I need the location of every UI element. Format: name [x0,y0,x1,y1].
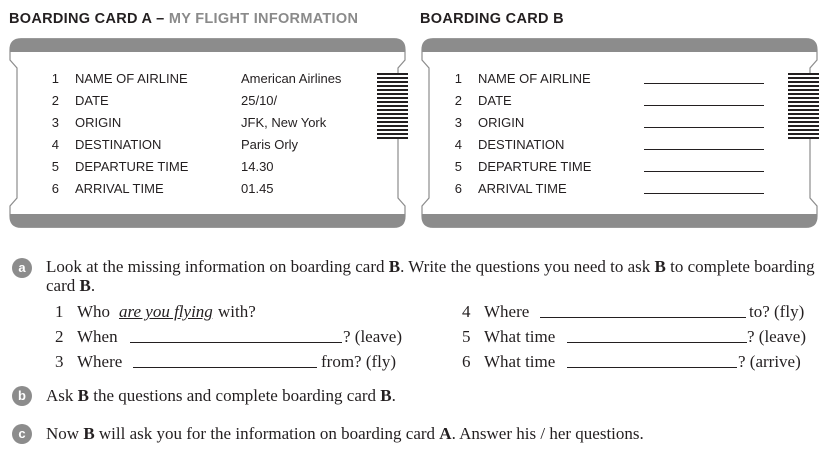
instruction-bold: B [83,424,95,443]
card-a-row [9,71,369,87]
answer-blank[interactable] [567,367,737,368]
row-value: Paris Orly [241,137,299,152]
card-b-blank[interactable] [644,149,764,150]
row-value: 25/10/ [241,93,278,108]
row-value: 14.30 [241,159,274,174]
row-value: JFK, New York [241,115,327,130]
row-label: NAME OF AIRLINE [75,71,188,86]
card-b-blank[interactable] [644,127,764,128]
question-suffix: ? (leave) [343,327,402,346]
card-b-blank[interactable] [644,193,764,194]
instruction-text: Now [46,424,84,443]
row-number: 4 [51,137,59,152]
question-prefix: What time [484,352,556,371]
row-number: 2 [51,93,59,108]
question-1 [55,302,415,322]
question-3 [55,352,415,372]
question-number: 6 [462,352,471,371]
card-b-blank[interactable] [644,171,764,172]
row-number: 2 [454,93,462,108]
instruction-text: the questions and complete boarding card [89,386,381,405]
question-prefix: When [77,327,118,346]
instruction-text: . Answer his / her questions. [451,424,644,443]
instruction-bold: B [654,257,666,276]
card-a-title-sub: MY FLIGHT INFORMATION [168,11,359,27]
row-label: ARRIVAL TIME [478,181,567,196]
instruction-text: . [90,276,96,295]
instruction-bold: B [77,386,89,405]
exercise-a-instruction [46,257,816,295]
row-number: 6 [454,181,462,196]
question-suffix: with? [218,302,256,321]
instruction-bold: B [380,386,392,405]
answer-blank[interactable] [540,317,746,318]
question-2 [55,327,415,347]
question-number: 3 [55,352,64,371]
card-a-row [9,115,369,131]
card-b-blank[interactable] [644,105,764,106]
question-prefix: Who [77,302,111,321]
question-suffix: from? (fly) [321,352,397,371]
instruction-bold: A [439,424,452,443]
exercise-c-badge: c [12,424,32,444]
row-number: 3 [51,115,59,130]
row-number: 5 [454,159,462,174]
card-b-row [421,181,781,197]
row-number: 6 [51,181,59,196]
row-number: 3 [454,115,462,130]
instruction-text: will ask you for the information on boarding card [94,424,440,443]
question-suffix: to? (fly) [749,302,805,321]
question-4 [462,302,822,322]
card-b-outline [421,38,818,228]
card-a-row [9,159,369,175]
row-number: 1 [51,71,59,86]
instruction-text: Ask [46,386,78,405]
row-label: ORIGIN [75,115,122,130]
row-label: DESTINATION [478,137,565,152]
question-number: 1 [55,302,64,321]
question-number: 4 [462,302,471,321]
card-b-title: BOARDING CARD B [420,11,564,27]
card-b-row [421,93,781,109]
example-answer: are you flying [119,302,213,321]
question-6 [462,352,822,372]
question-number: 2 [55,327,64,346]
exercise-b-instruction [46,386,816,405]
question-suffix: ? (leave) [747,327,806,346]
row-label: ARRIVAL TIME [75,181,164,196]
boarding-card-a [9,38,406,228]
exercise-c-instruction [46,424,816,443]
card-b-row [421,159,781,175]
exercise-b-badge: b [12,386,32,406]
exercise-a-badge: a [12,258,32,278]
instruction-text: Look at the missing information on boarding card [46,257,389,276]
row-label: DEPARTURE TIME [478,159,592,174]
question-number: 5 [462,327,471,346]
card-a-title-main: BOARDING CARD A – [9,11,165,27]
card-b-row [421,115,781,131]
instruction-bold: B [388,257,401,276]
question-suffix: ? (arrive) [738,352,801,371]
card-a-barcode [377,73,408,139]
answer-blank[interactable] [130,342,342,343]
question-5 [462,327,822,347]
row-label: DEPARTURE TIME [75,159,189,174]
row-label: DATE [75,93,109,108]
card-b-barcode [788,73,819,139]
row-label: NAME OF AIRLINE [478,71,591,86]
row-number: 5 [51,159,59,174]
question-prefix: Where [77,352,123,371]
answer-blank[interactable] [567,342,747,343]
card-a-row [9,137,369,153]
row-label: DATE [478,93,512,108]
card-b-row [421,137,781,153]
card-a-row [9,181,369,197]
card-a-title [9,11,358,27]
instruction-text: to complete boarding card [46,257,815,295]
question-prefix: What time [484,327,556,346]
instruction-bold: B [79,276,91,295]
row-value: American Airlines [241,71,342,86]
card-a-row [9,93,369,109]
row-value: 01.45 [241,181,274,196]
row-label: ORIGIN [478,115,525,130]
card-b-blank[interactable] [644,83,764,84]
row-number: 1 [454,71,462,86]
question-prefix: Where [484,302,530,321]
instruction-text: . [391,386,396,405]
row-number: 4 [454,137,462,152]
row-label: DESTINATION [75,137,162,152]
answer-blank[interactable] [133,367,317,368]
card-b-row [421,71,781,87]
instruction-text: . Write the questions you need to ask [400,257,655,276]
boarding-card-b [421,38,818,228]
card-a-outline [9,38,406,228]
